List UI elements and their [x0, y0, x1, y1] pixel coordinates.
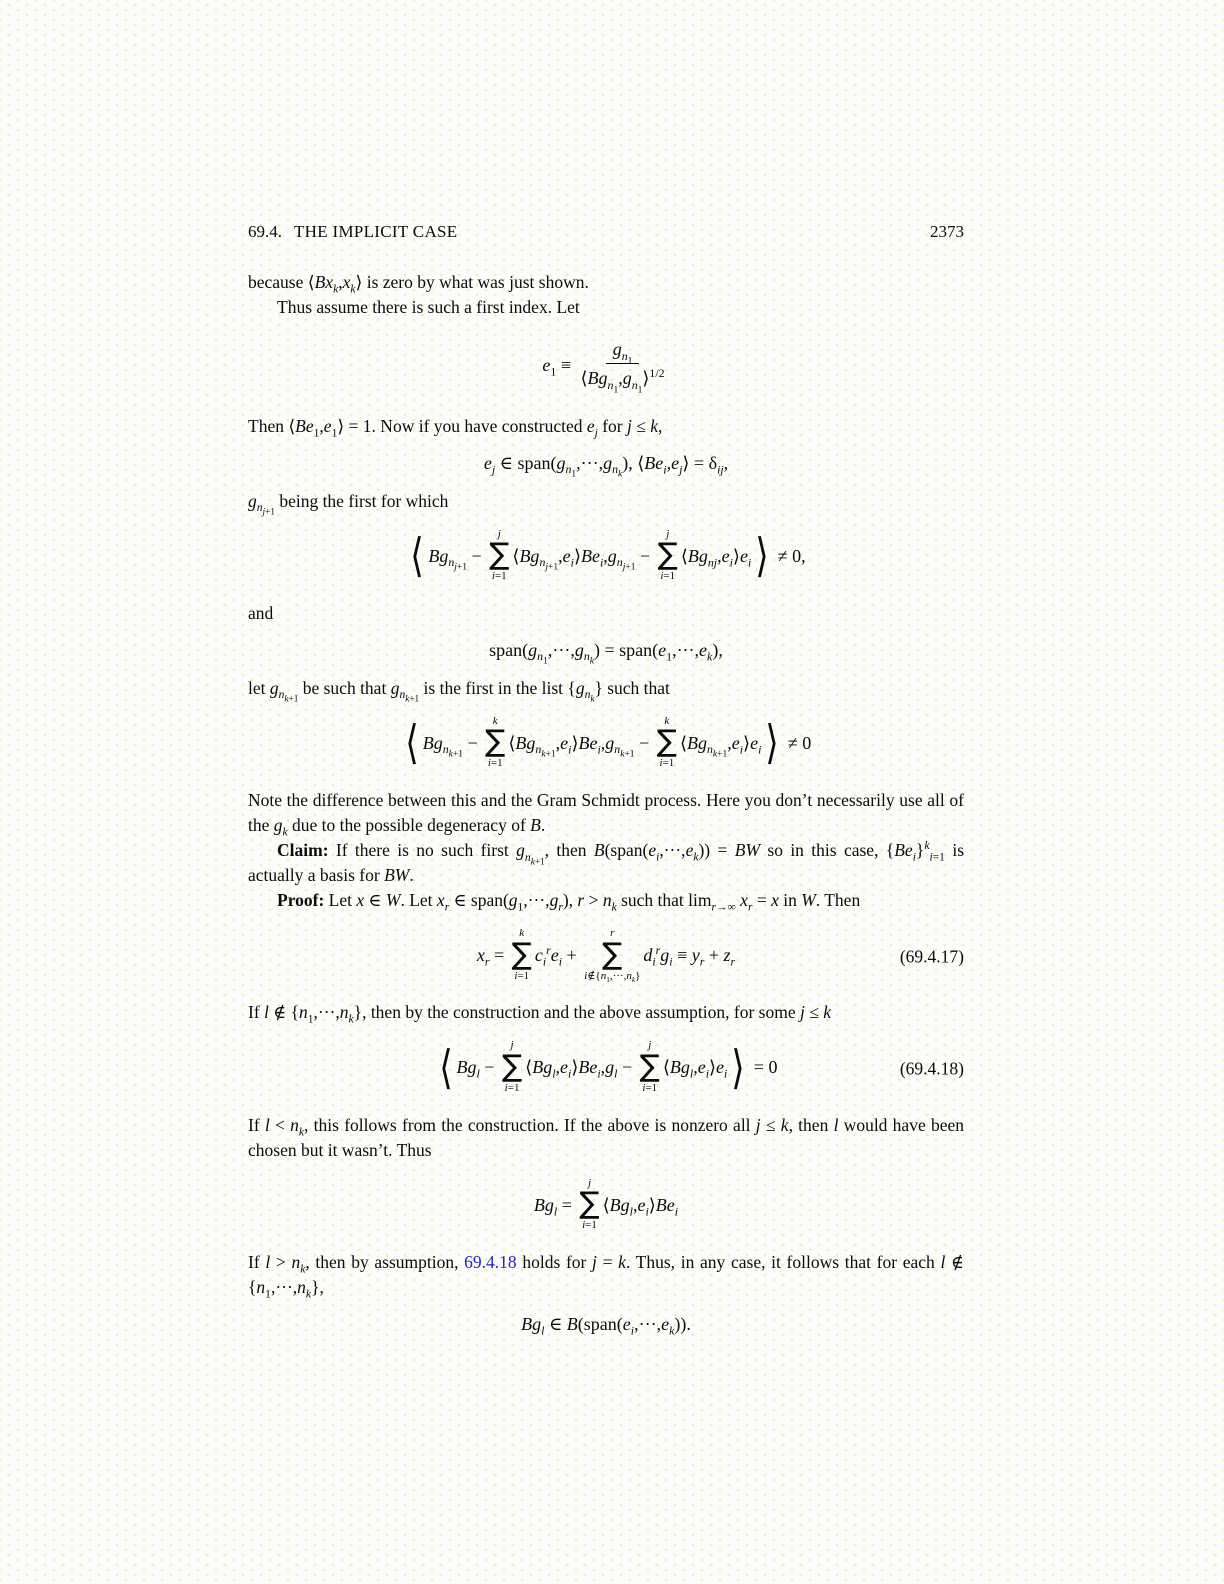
section-number: 69.4. [248, 222, 282, 241]
section-title: THE IMPLICIT CASE [294, 222, 458, 241]
display-equation-inner-product-k-nonzero: ⟨ $Bg_{n_{k+1}}$ − k ∑ i=1 $⟨Bg_{n_{k+1}},e_i⟩Be_i,g_{n_{k+1}}$ − k ∑ i=1 $⟨Bg_{n_{k+1}},e_i⟩e_i⟩ \ne 0$ [405, 714, 812, 770]
paragraph-and: and [248, 602, 274, 623]
paragraph-then-be1: Then $⟨Be_1,e_1⟩ = 1$. Now if you have constructed $e_j$ for j ≤ k, [248, 415, 663, 440]
paragraph-if-l-notin: If l ∉ $\{n_1,\cdot\cdot\cdot,n_k\}$, then by the construction and the above assumption, for some j ≤ k [248, 1002, 831, 1026]
sigma-symbol: ∑ [639, 1049, 660, 1085]
display-equation-69-4-18 [248, 1041, 964, 1096]
equation-69-4-17-body: $x_r$ = k ∑ i=1 $c_i^re_i$ + r ∑ $i\notin\{n_1,\cdot\cdot\cdot,n_k\}$ $d_i^rg_i \equiv y_r + z_r$ [476, 927, 736, 984]
equation-number-69-4-18: (69.4.18) [899, 1058, 964, 1079]
summation: j ∑ i=1 [501, 1039, 523, 1095]
display-equation-bgl-sum: $Bg_l$ = j ∑ i=1 $⟨Bg_l,e_i⟩Be_i$ [533, 1176, 679, 1232]
equation-number-69-4-17: (69.4.17) [899, 946, 964, 967]
display-equation-e1-definition: $e_1$ ≡ $\frac{g_{n_1}}{⟨Bg_{n_1},g_{n_1}⟩^{1/2}}$ [542, 339, 665, 396]
summation: j ∑ i=1 [579, 1176, 600, 1232]
page-body [248, 270, 964, 1350]
sigma-symbol: ∑ [579, 1186, 600, 1222]
sigma-symbol: ∑ [485, 724, 506, 760]
paragraph-proof: Proof: Let x ∈ W. Let $x_r$ ∈ $span(g_1,\cdot\cdot\cdot,g_r)$, $r > n_k$ such that $\lim_{r\to\infty} x_r = x$ in W. Then [277, 890, 861, 914]
display-equation-69-4-17 [248, 929, 964, 984]
summation: j ∑ i=1 [657, 527, 678, 583]
section-heading [248, 222, 457, 242]
paragraph-note-gram-schmidt: Note the difference between this and the Gram Schmidt process. Here you don’t necessarily use all of the $g_k$ due to the possible degeneracy of B. [248, 790, 964, 839]
paragraph-gnj-first: $g_{n_{j+1}}$ being the first for which [248, 490, 449, 517]
paragraph-because: because $⟨Bx_k,x_k⟩$ is zero by what was just shown. [248, 272, 589, 296]
sigma-symbol: ∑ [511, 936, 532, 972]
summation: k ∑ i=1 [656, 714, 677, 770]
summation: r ∑ $i\notin\{n_1,\cdot\cdot\cdot,n_k\}$ [584, 927, 641, 984]
display-equation-bgl-in-span: $Bg_l$ ∈ $B(span(e_i,\cdot\cdot\cdot,e_k))$. [521, 1313, 691, 1338]
paragraph-let-gnk1: let $g_{n_{k+1}}$ be such that $g_{n_{k+1}}$ is the first in the list $\{g_{n_k}\}$ such that [248, 677, 670, 704]
sigma-symbol: ∑ [656, 724, 677, 760]
summation: k ∑ i=1 [485, 714, 506, 770]
display-equation-inner-product-j-nonzero: ⟨ $Bg_{n_{j+1}}$ − j ∑ i=1 $⟨Bg_{n_{j+1}},e_i⟩Be_i,g_{n_{j+1}}$ − j ∑ i=1 $⟨Bg_{nj},e_i⟩e_i⟩ \ne 0$, [410, 527, 806, 583]
paragraph-if-l-less: If $l < n_k$, this follows from the construction. If the above is nonzero all j ≤ k, then l would have been chosen but it wasn’t. Thus [248, 1114, 964, 1160]
display-equation-span-equality: $span(g_{n_1},\cdot\cdot\cdot,g_{n_k})$ = $span(e_1,\cdot\cdot\cdot,e_k)$, [489, 639, 723, 667]
display-equation-ej-span: $e_j$ ∈ $span(g_{n_1},\cdot\cdot\cdot,g_{n_k})$, $⟨Be_i,e_j⟩ = \delta_{ij}$, [483, 452, 729, 480]
page-number: 2373 [930, 222, 964, 241]
summation: j ∑ i=1 [489, 527, 510, 583]
equation-69-4-18-body: ⟨ $Bg_l$ − j ∑ i=1 $⟨Bg_l,e_i⟩Be_i,g_l$ − j ∑ i=1 $⟨Bg_l,e_i⟩e_i⟩ = 0$ [438, 1039, 778, 1095]
summation: j ∑ i=1 [639, 1039, 660, 1095]
paragraph-claim: Claim: If there is no such first $g_{n_{k+1}}$, then $B(span(e_i,\cdot\cdot\cdot,e_k))$ = BW so in this case, $\{Be_i\}^k_{i=1}$ is actually a basis for BW. [248, 840, 965, 886]
eq-ref-link[interactable]: 69.4.18 [464, 1251, 517, 1272]
sigma-symbol: ∑ [602, 936, 623, 972]
sigma-symbol: ∑ [501, 1049, 523, 1085]
fraction: $\frac{g_{n_1}}{⟨Bg_{n_1},g_{n_1}⟩^{1/2}}$ [580, 339, 665, 396]
sigma-symbol: ∑ [489, 537, 510, 573]
summation: k ∑ i=1 [511, 927, 532, 982]
sigma-symbol: ∑ [657, 537, 678, 573]
paragraph-if-l-greater: If $l > n_k$, then by assumption, 69.4.18 holds for j = k. Thus, in any case, it follows that for each l ∉ $\{n_1,\cdot\cdot\cdot,n_k\}$, [248, 1251, 964, 1301]
paragraph-thus-assume: Thus assume there is such a first index. Let [277, 297, 580, 317]
page-header [248, 222, 964, 242]
